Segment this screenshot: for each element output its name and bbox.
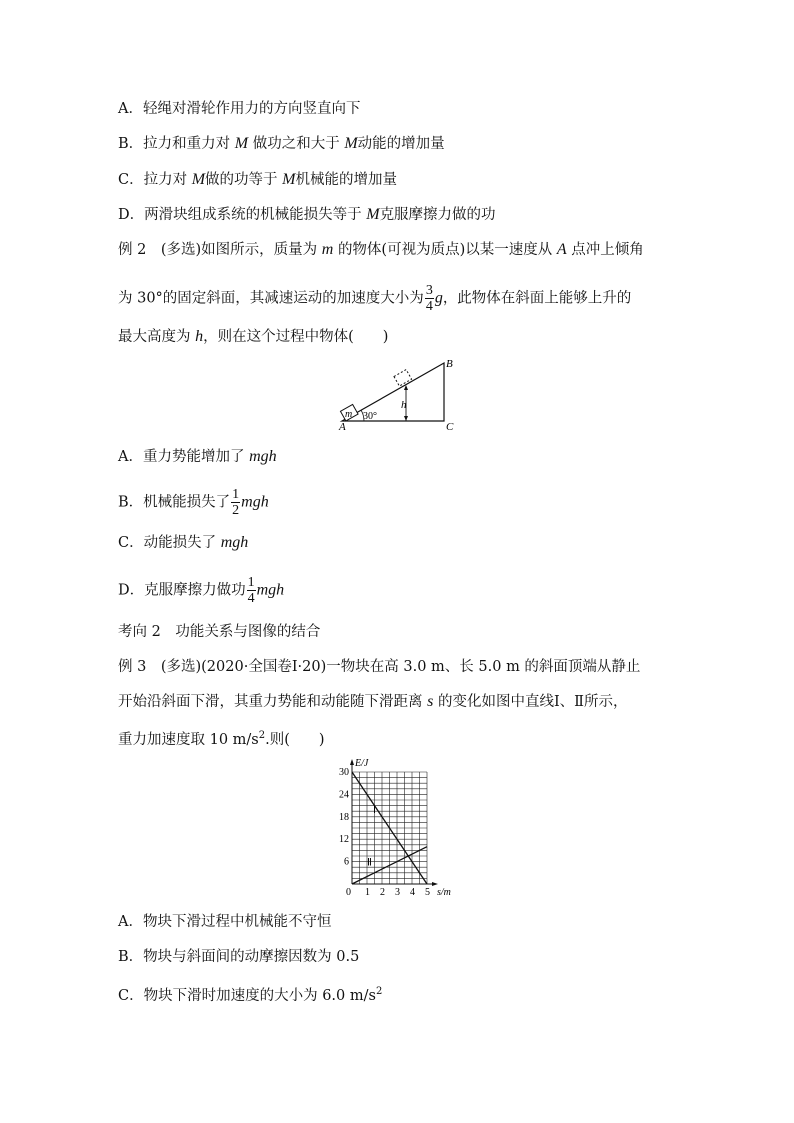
example2-line2: 为 30°的固定斜面，其减速运动的加速度大小为 $\frac{3}{4}$ g，此物体在斜面上能够上升的 xyxy=(118,283,632,314)
y-tick-label: 12 xyxy=(339,834,349,846)
series-label: Ⅰ xyxy=(373,805,376,817)
y-tick-label: 18 xyxy=(339,811,349,823)
fraction-three-quarters: $\frac{3}{4}$ xyxy=(425,283,433,314)
height-label: h xyxy=(401,399,407,411)
example3-line3: 重力加速度取 10 $m/s^2$.则( ) xyxy=(118,730,325,748)
incline-diagram xyxy=(330,355,465,435)
example2-option-a: A．重力势能增加了 mgh xyxy=(118,448,277,465)
vertex-c-label: C xyxy=(446,421,454,433)
example2-line1: 例 2 (多选)如图所示，质量为 m 的物体(可视为质点)以某一速度从 A 点冲上倾角 xyxy=(118,241,644,258)
q1-option-c: C．拉力对 M做的功等于 M机械能的增加量 xyxy=(118,171,397,188)
example3-line2: 开始沿斜面下滑，其重力势能和动能随下滑距离 s 的变化如图中直线Ⅰ、Ⅱ所示， xyxy=(118,693,628,710)
section-heading: 考向 2 功能关系与图像的结合 xyxy=(118,624,321,640)
example2-line3: 最大高度为 h，则在这个过程中物体( ) xyxy=(118,328,389,345)
x-tick-label: 1 xyxy=(365,887,370,898)
y-tick-label: 24 xyxy=(339,789,349,801)
x-axis-arrow xyxy=(432,882,438,886)
x-tick-label: 4 xyxy=(410,887,415,898)
y-axis-label: E/J xyxy=(355,758,369,769)
x-tick-label: 5 xyxy=(425,887,430,898)
q1-option-a: A．轻绳对滑轮作用力的方向竖直向下 xyxy=(118,101,361,117)
example2-option-c: C．动能损失了 mgh xyxy=(118,534,249,551)
y-tick-label: 6 xyxy=(344,856,349,868)
x-tick-label: 0 xyxy=(346,887,351,898)
x-axis-label: s/m xyxy=(437,887,451,898)
y-axis-arrow xyxy=(350,759,354,765)
example2-option-d: D．克服摩擦力做功 $\frac{1}{4}$ mgh xyxy=(118,575,285,606)
energy-distance-chart xyxy=(330,755,465,900)
fraction-one-quarter: $\frac{1}{4}$ xyxy=(247,575,255,606)
series-label: Ⅱ xyxy=(367,857,372,869)
x-tick-label: 3 xyxy=(395,887,400,898)
y-tick-label: 30 xyxy=(339,767,349,778)
angle-label: 30° xyxy=(363,411,377,422)
example2-option-b: B．机械能损失了 $\frac{1}{2}$ mgh xyxy=(118,487,269,518)
block-mass-label: m xyxy=(345,409,353,420)
q1-option-b: B．拉力和重力对 M 做功之和大于 M动能的增加量 xyxy=(118,135,445,152)
x-tick-label: 2 xyxy=(380,887,385,898)
q1-option-d: D．两滑块组成系统的机械能损失等于 M克服摩擦力做的功 xyxy=(118,206,496,223)
example3-option-c: C．物块下滑时加速度的大小为 6.0 $m/s^2$ xyxy=(118,986,383,1004)
example3-option-b: B．物块与斜面间的动摩擦因数为 0.5 xyxy=(118,949,360,965)
vertex-b-label: B xyxy=(446,358,453,370)
example3-option-a: A．物块下滑过程中机械能不守恒 xyxy=(118,914,332,930)
vertex-a-label: A xyxy=(339,421,346,433)
example3-line1: 例 3 (多选)(2020·全国卷Ⅰ·20)一物块在高 3.0 m、长 5.0 m 的斜面顶端从静止 xyxy=(118,659,641,675)
fraction-one-half: $\frac{1}{2}$ xyxy=(232,487,240,518)
